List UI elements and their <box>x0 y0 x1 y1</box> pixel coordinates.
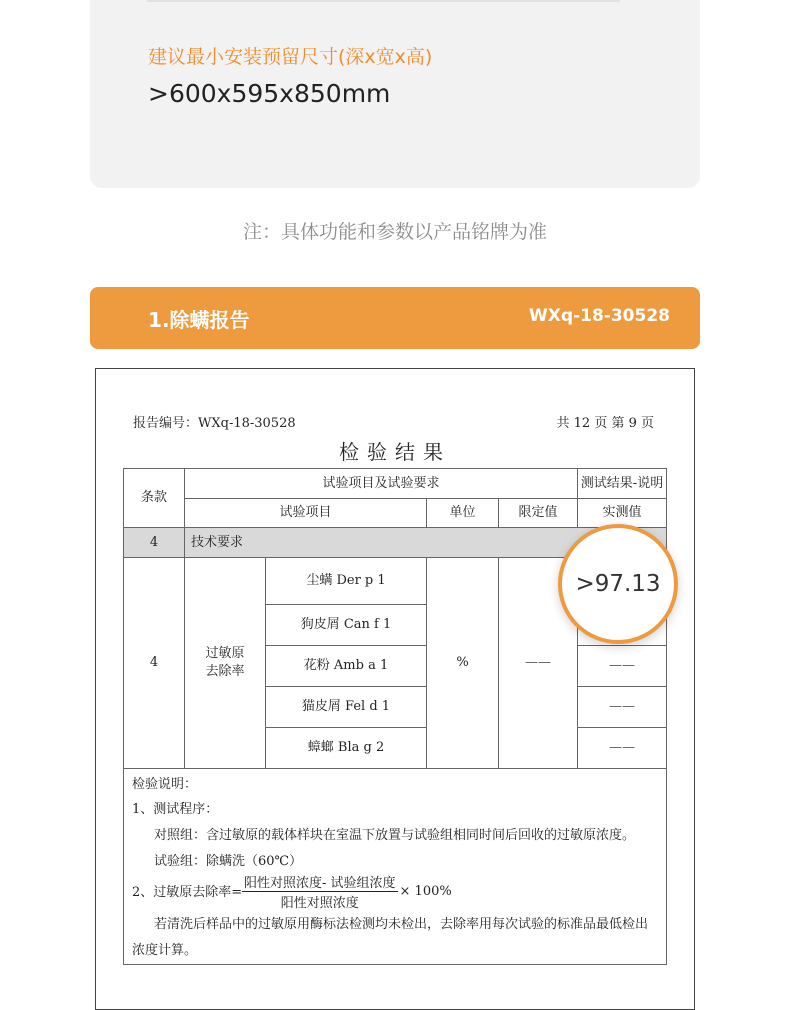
control-group-text: 对照组：含过敏原的载体样块在室温下放置与试验组相同时间后回收的过敏原浓度。 <box>154 828 636 843</box>
header-limit: 限定值 <box>498 498 578 528</box>
header-clause: 条款 <box>123 468 185 528</box>
header-items-requirements: 试验项目及试验要求 <box>184 468 578 499</box>
formula-suffix: × 100% <box>399 884 452 899</box>
test-group-text: 试验组：除螨洗（60℃） <box>154 854 303 869</box>
allergen-row: 蟑螂 Bla g 2 <box>265 727 427 769</box>
measured-value: —— <box>577 645 667 687</box>
report-code: WXq-18-30528 <box>529 306 670 326</box>
notes-heading: 检验说明： <box>132 777 198 792</box>
formula-fraction <box>242 872 398 911</box>
item-group: 过敏原 去除率 <box>184 557 266 769</box>
limit-value: —— <box>498 557 578 769</box>
allergen-row: 花粉 Amb a 1 <box>265 645 427 687</box>
report-title: 检验结果 <box>339 440 451 464</box>
disclaimer-note: 注：具体功能和参数以产品铭牌为准 <box>242 221 547 243</box>
removal-rate-formula <box>242 872 452 911</box>
test-notes <box>123 768 667 965</box>
test-report-document <box>95 368 695 1010</box>
data-clause: 4 <box>123 557 185 769</box>
report-number: 报告编号：WXq-18-30528 <box>133 416 296 431</box>
procedure-heading: 1、测试程序： <box>132 802 219 817</box>
allergen-row: 尘螨 Der p 1 <box>265 557 427 605</box>
allergen-row: 猫皮屑 Fel d 1 <box>265 686 427 728</box>
header-result-desc: 测试结果-说明 <box>577 468 667 499</box>
measured-value: —— <box>577 727 667 769</box>
formula-prefix: 2、过敏原去除率= <box>132 885 243 900</box>
spec-card <box>90 0 700 188</box>
header-measured: 实测值 <box>577 498 667 528</box>
remark-line-2: 浓度计算。 <box>132 943 198 958</box>
section-banner <box>90 287 700 349</box>
banner-title: 1.除螨报告 <box>148 308 250 332</box>
remark-line-1: 若清洗后样品中的过敏原用酶标法检测均未检出，去除率用每次试验的标准品最低检出 <box>154 917 649 932</box>
spec-value: >600x595x850mm <box>148 79 391 108</box>
section-title: 技术要求 <box>184 527 667 558</box>
section-clause: 4 <box>123 527 185 558</box>
page-counter: 共 12 页 第 9 页 <box>556 416 654 431</box>
divider <box>147 0 620 2</box>
highlight-result-circle: >97.13 <box>558 524 678 644</box>
header-unit: 单位 <box>426 498 499 528</box>
measured-value: —— <box>577 686 667 728</box>
unit-value: % <box>426 557 499 769</box>
formula-numerator: 阳性对照浓度- 试验组浓度 <box>242 872 398 892</box>
spec-label: 建议最小安装预留尺寸(深x宽x高) <box>148 46 433 68</box>
header-item: 试验项目 <box>184 498 427 528</box>
formula-denominator: 阳性对照浓度 <box>280 896 359 911</box>
allergen-row: 狗皮屑 Can f 1 <box>265 604 427 646</box>
